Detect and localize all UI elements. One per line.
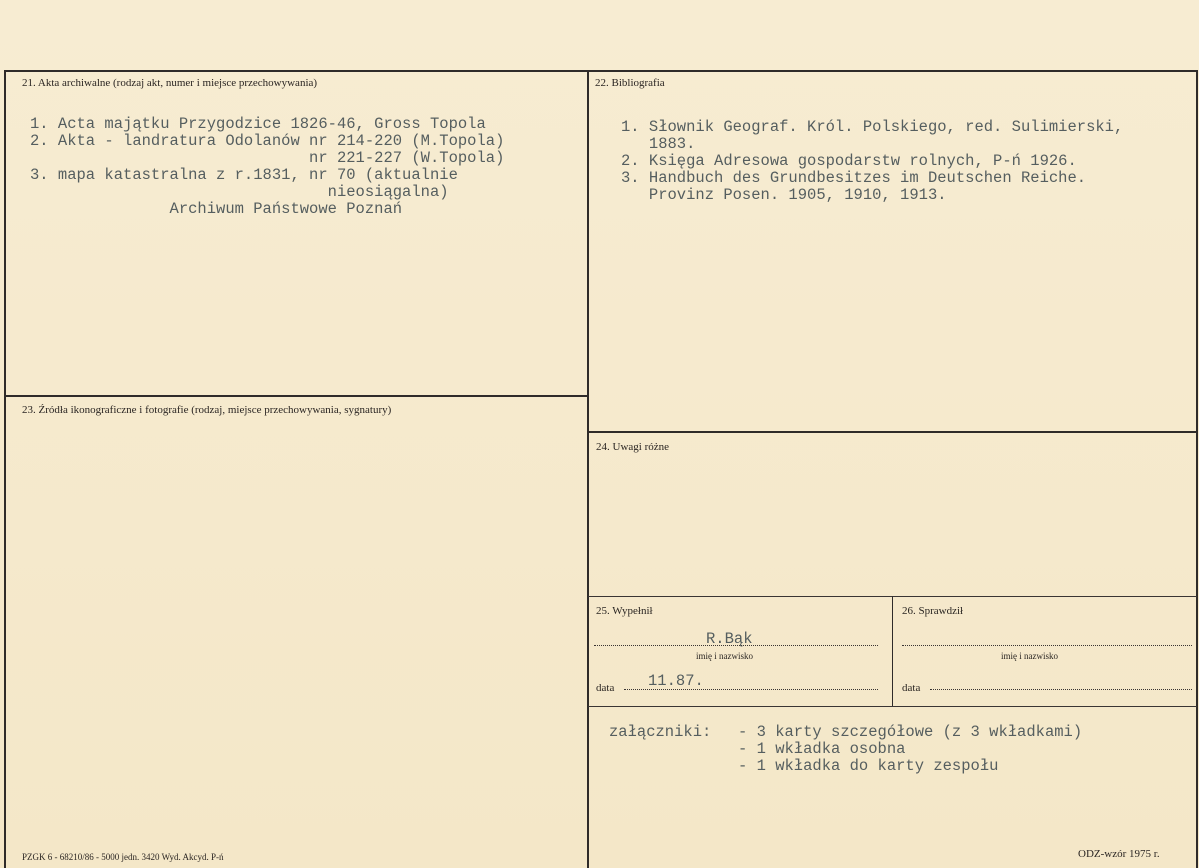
filled-by-date-line bbox=[624, 689, 878, 690]
rule-21-23 bbox=[4, 395, 588, 397]
footer-print-info: PZGK 6 - 68210/86 - 5000 jedn. 3420 Wyd. Akcyd. P-ń bbox=[22, 852, 224, 862]
section-24-label: 24. Uwagi różne bbox=[596, 441, 670, 453]
section-21-line-6: Archiwum Państwowe Poznań bbox=[30, 200, 403, 218]
left-border bbox=[4, 70, 6, 868]
attachment-item-2: - 1 wkładka osobna bbox=[738, 740, 906, 758]
right-border bbox=[1196, 70, 1198, 868]
section-22-label: 22. Bibliografia bbox=[595, 77, 665, 89]
section-23-label: 23. Źródła ikonograficzne i fotografie (rodzaj, miejsce przechowywania, sygnatury) bbox=[22, 404, 392, 416]
divider-25-26 bbox=[892, 596, 893, 706]
section-21-line-2: 2. Akta - landratura Odolanów nr 214-220 (M.Topola) bbox=[30, 132, 505, 150]
top-rule bbox=[4, 70, 1197, 72]
attachment-item-1: - 3 karty szczegółowe (z 3 wkładkami) bbox=[738, 723, 1083, 741]
section-21-label: 21. Akta archiwalne (rodzaj akt, numer i miejsce przechowywania) bbox=[22, 77, 318, 89]
attachment-item-3: - 1 wkładka do karty zespołu bbox=[738, 757, 999, 775]
footer-form-code: ODZ-wzór 1975 r. bbox=[1078, 848, 1160, 860]
section-22-line-4: 3. Handbuch des Grundbesitzes im Deutschen Reiche. bbox=[621, 169, 1087, 187]
filled-by-date-label: data bbox=[596, 682, 615, 694]
checked-by-name-caption: imię i nazwisko bbox=[1001, 651, 1058, 661]
rule-22-24 bbox=[588, 431, 1197, 433]
section-22-line-1: 1. Słownik Geograf. Król. Polskiego, red. Sulimierski, bbox=[621, 118, 1124, 136]
section-21-line-5: nieosiągalna) bbox=[30, 183, 449, 201]
checked-by-name-line bbox=[902, 645, 1192, 646]
filled-by-name-line bbox=[594, 645, 878, 646]
rule-25-bottom bbox=[588, 706, 1197, 707]
section-21-line-1: 1. Acta majątku Przygodzice 1826-46, Gross Topola bbox=[30, 115, 486, 133]
filled-by-name: R.Bąk bbox=[706, 630, 753, 648]
section-21-line-4: 3. mapa katastralna z r.1831, nr 70 (aktualnie bbox=[30, 166, 458, 184]
section-22-line-3: 2. Księga Adresowa gospodarstw rolnych, P-ń 1926. bbox=[621, 152, 1077, 170]
checked-by-date-label: data bbox=[902, 682, 921, 694]
checked-by-date-line bbox=[930, 689, 1192, 690]
filled-by-name-caption: imię i nazwisko bbox=[696, 651, 753, 661]
section-22-line-5: Provinz Posen. 1905, 1910, 1913. bbox=[621, 186, 947, 204]
center-divider bbox=[587, 70, 589, 868]
section-25-label: 25. Wypełnił bbox=[596, 605, 653, 617]
attachments-heading: załączniki: bbox=[609, 723, 712, 741]
section-22-line-2: 1883. bbox=[621, 135, 696, 153]
filled-by-date-value: 11.87. bbox=[648, 672, 704, 690]
section-21-line-3: nr 221-227 (W.Topola) bbox=[30, 149, 505, 167]
section-26-label: 26. Sprawdził bbox=[902, 605, 964, 617]
